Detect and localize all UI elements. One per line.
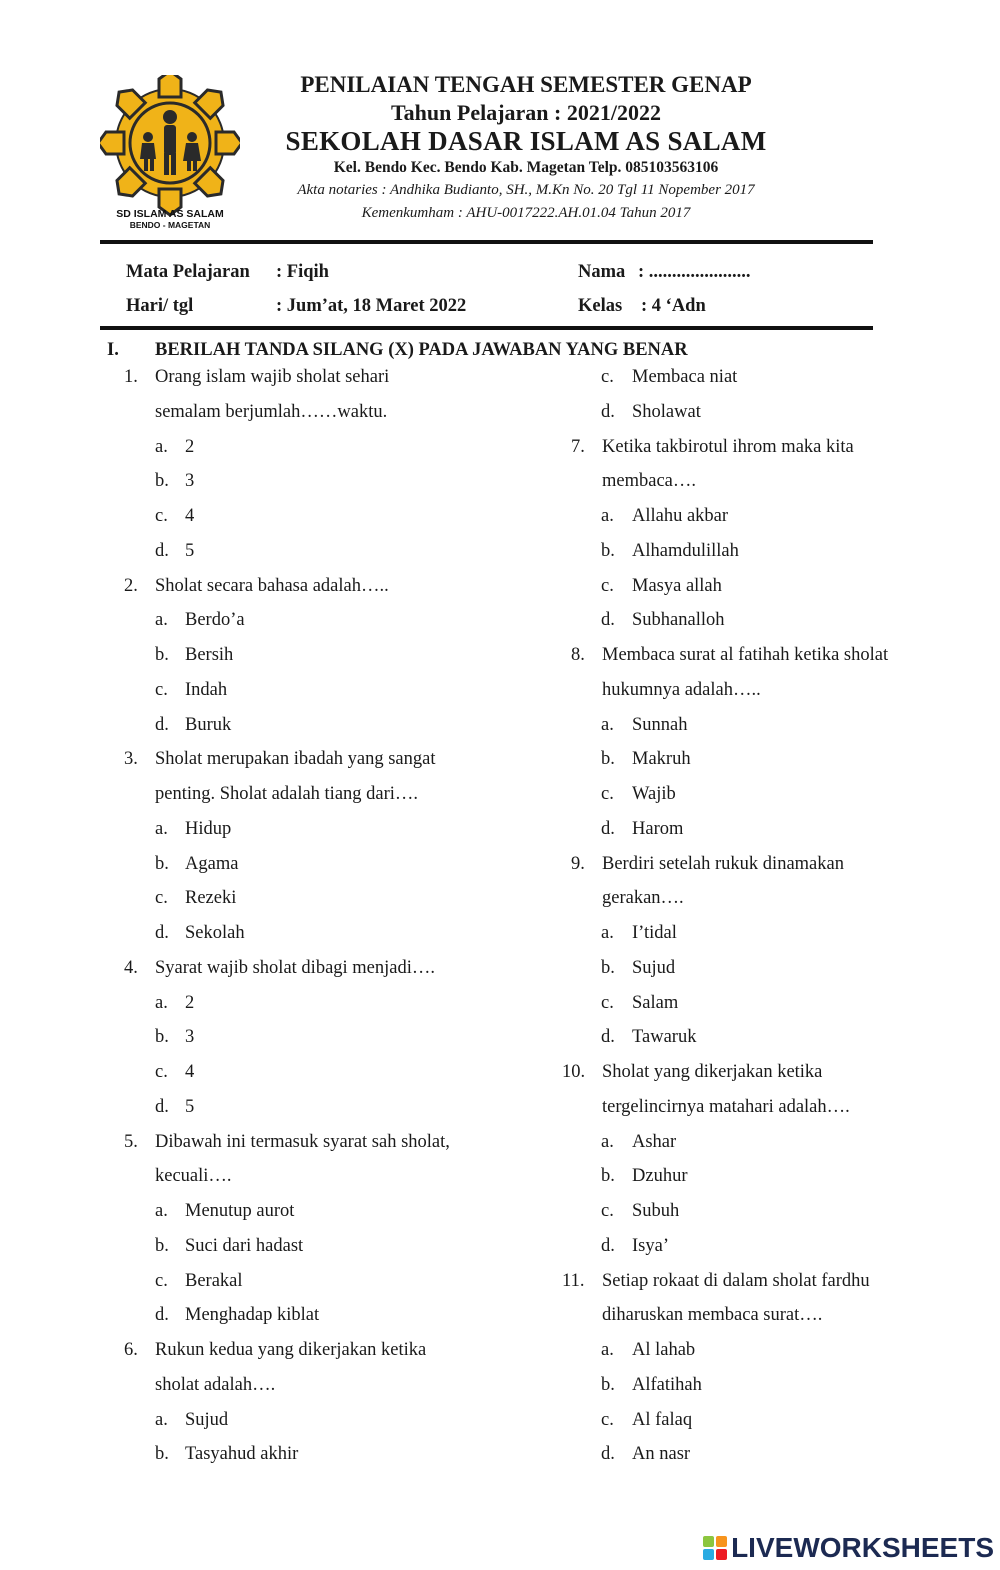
option-letter: a.	[155, 819, 168, 839]
subject-value: : Fiqih	[276, 262, 329, 282]
answer-option: Al lahab	[632, 1340, 696, 1360]
answer-option: Tawaruk	[632, 1027, 697, 1047]
answer-option: Al falaq	[632, 1410, 693, 1430]
answer-option: Rezeki	[185, 888, 237, 908]
question-number: 4.	[124, 958, 138, 978]
answer-option: Salam	[632, 993, 679, 1013]
answer-option: Subhanalloh	[632, 610, 725, 630]
option-letter: c.	[601, 993, 614, 1013]
question-text: tergelincirnya matahari adalah….	[602, 1097, 850, 1117]
option-letter: b.	[601, 1166, 615, 1186]
academic-year: Tahun Pelajaran : 2021/2022	[391, 100, 661, 125]
option-letter: d.	[601, 819, 615, 839]
question-text: penting. Sholat adalah tiang dari….	[155, 784, 419, 804]
option-letter: a.	[601, 715, 614, 735]
answer-option: Isya’	[632, 1236, 669, 1256]
liveworksheets-logo-icon	[703, 1536, 727, 1560]
option-letter: a.	[155, 993, 168, 1013]
question-text: Sholat secara bahasa adalah…..	[155, 576, 389, 596]
section-number: I.	[107, 340, 119, 360]
question-text: gerakan….	[602, 888, 684, 908]
answer-option: Alhamdulillah	[632, 541, 739, 561]
option-letter: b.	[155, 645, 169, 665]
name-label: Nama	[578, 262, 626, 282]
answer-option: Hidup	[185, 819, 232, 839]
answer-option: Berdo’a	[185, 610, 245, 630]
option-letter: a.	[601, 1340, 614, 1360]
option-letter: b.	[601, 1375, 615, 1395]
option-letter: a.	[601, 1132, 614, 1152]
answer-option: Menghadap kiblat	[185, 1305, 320, 1325]
option-letter: d.	[601, 1236, 615, 1256]
answer-option: Menutup aurot	[185, 1201, 295, 1221]
option-letter: d.	[601, 610, 615, 630]
answer-option: 3	[185, 1027, 195, 1047]
option-letter: a.	[155, 437, 168, 457]
question-text: Ketika takbirotul ihrom maka kita	[602, 437, 854, 457]
option-letter: d.	[601, 1027, 615, 1047]
question-number: 11.	[562, 1271, 585, 1291]
answer-option: Sujud	[632, 958, 676, 978]
option-letter: b.	[155, 471, 169, 491]
option-letter: c.	[601, 576, 614, 596]
answer-option: 2	[185, 993, 195, 1013]
question-text: Setiap rokaat di dalam sholat fardhu	[602, 1271, 870, 1291]
question-number: 9.	[571, 854, 585, 874]
answer-option: Suci dari hadast	[185, 1236, 304, 1256]
question-number: 5.	[124, 1132, 138, 1152]
answer-option: I’tidal	[632, 923, 677, 943]
question-text: semalam berjumlah……waktu.	[155, 402, 388, 422]
option-letter: d.	[601, 402, 615, 422]
option-letter: c.	[155, 1271, 168, 1291]
question-text: Sholat merupakan ibadah yang sangat	[155, 749, 436, 769]
answer-option: Wajib	[632, 784, 676, 804]
option-letter: d.	[601, 1444, 615, 1464]
option-letter: c.	[601, 784, 614, 804]
answer-option: Agama	[185, 854, 239, 874]
notary-deed: Akta notaries : Andhika Budianto, SH., M.Kn No. 20 Tgl 11 Nopember 2017	[297, 182, 755, 198]
section-title: BERILAH TANDA SILANG (X) PADA JAWABAN YANG BENAR	[155, 340, 688, 360]
logo-text-line2: BENDO - MAGETAN	[129, 220, 211, 230]
question-text: Dibawah ini termasuk syarat sah sholat,	[155, 1132, 450, 1152]
question-number: 2.	[124, 576, 138, 596]
school-emblem-icon	[100, 75, 240, 235]
answer-option: 2	[185, 437, 195, 457]
answer-option: 5	[185, 1097, 195, 1117]
exam-title: PENILAIAN TENGAH SEMESTER GENAP	[300, 72, 752, 97]
answer-option: Subuh	[632, 1201, 680, 1221]
answer-option: Indah	[185, 680, 228, 700]
header-divider	[100, 240, 873, 244]
answer-option: Sekolah	[185, 923, 245, 943]
option-letter: d.	[155, 923, 169, 943]
logo-text-line1: SD ISLAM AS SALAM	[116, 208, 224, 220]
option-letter: c.	[155, 1062, 168, 1082]
question-number: 10.	[562, 1062, 586, 1082]
answer-option: Buruk	[185, 715, 232, 735]
option-letter: b.	[601, 749, 615, 769]
answer-option: Ashar	[632, 1132, 677, 1152]
answer-option: An nasr	[632, 1444, 691, 1464]
question-number: 1.	[124, 367, 138, 387]
info-divider	[100, 326, 873, 330]
option-letter: b.	[155, 1236, 169, 1256]
option-letter: a.	[601, 506, 614, 526]
class-label: Kelas	[578, 296, 623, 316]
question-text: diharuskan membaca surat….	[602, 1305, 823, 1325]
answer-option: 3	[185, 471, 195, 491]
answer-option: Makruh	[632, 749, 691, 769]
answer-option: Berakal	[185, 1271, 243, 1291]
answer-option: Masya allah	[632, 576, 722, 596]
answer-option: 5	[185, 541, 195, 561]
name-field: : ......................	[638, 262, 751, 282]
option-letter: b.	[155, 1027, 169, 1047]
answer-option: Tasyahud akhir	[185, 1444, 299, 1464]
option-letter: b.	[155, 854, 169, 874]
option-letter: a.	[155, 1410, 168, 1430]
option-letter: b.	[601, 541, 615, 561]
liveworksheets-brand	[703, 1532, 994, 1564]
question-number: 8.	[571, 645, 585, 665]
question-text: sholat adalah….	[155, 1375, 276, 1395]
question-number: 6.	[124, 1340, 138, 1360]
question-text: Berdiri setelah rukuk dinamakan	[602, 854, 844, 874]
option-letter: b.	[601, 958, 615, 978]
option-letter: b.	[155, 1444, 169, 1464]
class-value: : 4 ‘Adn	[641, 296, 706, 316]
answer-option: Sunnah	[632, 715, 688, 735]
answer-option: Bersih	[185, 645, 234, 665]
answer-option: Harom	[632, 819, 684, 839]
question-text: hukumnya adalah…..	[602, 680, 761, 700]
answer-option: Alfatihah	[632, 1375, 702, 1395]
answer-option: Allahu akbar	[632, 506, 729, 526]
option-letter: d.	[155, 1305, 169, 1325]
question-text: membaca….	[602, 471, 696, 491]
subject-label: Mata Pelajaran	[126, 262, 250, 282]
answer-option: Membaca niat	[632, 367, 738, 387]
question-text: Rukun kedua yang dikerjakan ketika	[155, 1340, 427, 1360]
answer-option: Dzuhur	[632, 1166, 688, 1186]
option-letter: a.	[155, 1201, 168, 1221]
option-letter: a.	[601, 923, 614, 943]
school-name: SEKOLAH DASAR ISLAM AS SALAM	[285, 126, 767, 156]
option-letter: c.	[155, 506, 168, 526]
option-letter: c.	[155, 888, 168, 908]
school-logo	[100, 75, 240, 235]
option-letter: d.	[155, 1097, 169, 1117]
option-letter: d.	[155, 715, 169, 735]
question-text: Membaca surat al fatihah ketika sholat	[602, 645, 889, 665]
option-letter: a.	[155, 610, 168, 630]
question-text: Orang islam wajib sholat sehari	[155, 367, 390, 387]
answer-option: 4	[185, 1062, 195, 1082]
question-number: 3.	[124, 749, 138, 769]
ministry-registration: Kemenkumham : AHU-0017222.AH.01.04 Tahun 2017	[361, 205, 691, 221]
question-text: Sholat yang dikerjakan ketika	[602, 1062, 823, 1082]
option-letter: c.	[601, 1201, 614, 1221]
option-letter: c.	[601, 1410, 614, 1430]
day-label: Hari/ tgl	[126, 296, 194, 316]
answer-option: Sujud	[185, 1410, 229, 1430]
option-letter: c.	[155, 680, 168, 700]
day-value: : Jum’at, 18 Maret 2022	[276, 296, 467, 316]
option-letter: d.	[155, 541, 169, 561]
brand-text: LIVEWORKSHEETS	[731, 1532, 994, 1563]
question-text: kecuali….	[155, 1166, 232, 1186]
question-text: Syarat wajib sholat dibagi menjadi….	[155, 958, 436, 978]
answer-option: Sholawat	[632, 402, 701, 422]
answer-option: 4	[185, 506, 195, 526]
school-address: Kel. Bendo Kec. Bendo Kab. Magetan Telp. 085103563106	[333, 159, 719, 176]
option-letter: c.	[601, 367, 614, 387]
question-number: 7.	[571, 437, 585, 457]
